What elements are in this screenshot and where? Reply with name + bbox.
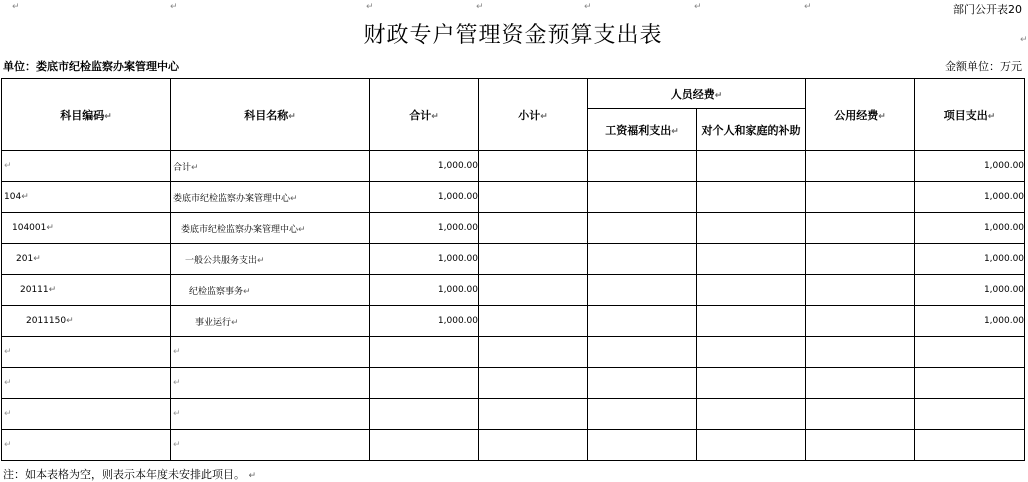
total-cell [370,368,479,399]
unit-label: 单位：娄底市纪检监察办案管理中心 [3,60,179,73]
subtotal-cell [479,368,588,399]
wages-cell [588,430,697,461]
header-name: 科目名称↵ [171,79,370,151]
name-cell: 娄底市纪检监察办案管理中心↵ [171,182,370,213]
subsidy-cell [697,399,806,430]
table-row [2,151,1025,182]
public-cell [806,399,915,430]
table-row [2,244,1025,275]
footnote: 注：如本表格为空，则表示本年度未安排此项目。 ↵ [3,468,257,481]
total-cell: 1,000.00 [370,275,479,306]
subsidy-cell [697,244,806,275]
wages-cell [588,213,697,244]
wages-cell [588,151,697,182]
subtotal-cell [479,399,588,430]
project-cell: 1,000.00 [915,244,1025,275]
subtotal-cell [479,306,588,337]
code-cell: 201↵ [2,244,171,275]
paragraph-mark: ↵ [1020,35,1028,45]
paragraph-mark: ↵ [804,2,812,12]
header-subsidy: 对个人和家庭的补助 [697,109,806,151]
total-cell: 1,000.00 [370,182,479,213]
project-cell [915,430,1025,461]
code-cell: ↵ [2,368,171,399]
header-code: 科目编码↵ [2,79,171,151]
header-public: 公用经费↵ [806,79,915,151]
code-cell: ↵ [2,399,171,430]
total-cell: 1,000.00 [370,213,479,244]
subsidy-cell [697,430,806,461]
wages-cell [588,399,697,430]
header-total: 合计↵ [370,79,479,151]
subtotal-cell [479,151,588,182]
name-cell: 纪检监察事务↵ [171,275,370,306]
report-number: 部门公开表20 [953,3,1022,16]
name-cell: ↵ [171,337,370,368]
project-cell [915,337,1025,368]
subsidy-cell [697,368,806,399]
public-cell [806,368,915,399]
table-row [2,213,1025,244]
subsidy-cell [697,306,806,337]
subtotal-cell [479,244,588,275]
wages-cell [588,244,697,275]
wages-cell [588,306,697,337]
code-cell: 2011150↵ [2,306,171,337]
subtotal-cell [479,337,588,368]
amount-unit-label: 金额单位：万元 [945,60,1022,73]
total-cell [370,399,479,430]
project-cell [915,368,1025,399]
name-cell: 合计↵ [171,151,370,182]
total-cell [370,337,479,368]
subsidy-cell [697,213,806,244]
wages-cell [588,182,697,213]
paragraph-mark: ↵ [170,2,178,12]
code-cell: ↵ [2,151,171,182]
subtotal-cell [479,275,588,306]
public-cell [806,430,915,461]
name-cell: ↵ [171,368,370,399]
table-row [2,399,1025,430]
subsidy-cell [697,275,806,306]
wages-cell [588,275,697,306]
code-cell: 104↵ [2,182,171,213]
public-cell [806,244,915,275]
project-cell: 1,000.00 [915,275,1025,306]
code-cell: 20111↵ [2,275,171,306]
table-row [2,306,1025,337]
table-row [2,430,1025,461]
code-cell: ↵ [2,430,171,461]
project-cell: 1,000.00 [915,182,1025,213]
total-cell: 1,000.00 [370,151,479,182]
name-cell: 一般公共服务支出↵ [171,244,370,275]
project-cell: 1,000.00 [915,213,1025,244]
wages-cell [588,337,697,368]
public-cell [806,213,915,244]
name-cell: 娄底市纪检监察办案管理中心↵ [171,213,370,244]
paragraph-mark: ↵ [12,2,20,12]
total-cell [370,430,479,461]
header-personnel: 人员经费↵ [588,79,806,109]
table-row [2,182,1025,213]
code-cell: ↵ [2,337,171,368]
table-row [2,337,1025,368]
public-cell [806,337,915,368]
name-cell: ↵ [171,430,370,461]
public-cell [806,306,915,337]
paragraph-mark: ↵ [694,2,702,12]
subsidy-cell [697,182,806,213]
paragraph-mark: ↵ [584,2,592,12]
budget-table [1,78,1025,461]
total-cell: 1,000.00 [370,306,479,337]
subtotal-cell [479,182,588,213]
name-cell: ↵ [171,399,370,430]
public-cell [806,151,915,182]
total-cell: 1,000.00 [370,244,479,275]
project-cell: 1,000.00 [915,151,1025,182]
public-cell [806,275,915,306]
code-cell: 104001↵ [2,213,171,244]
table-row [2,275,1025,306]
wages-cell [588,368,697,399]
header-project: 项目支出↵ [915,79,1025,151]
subsidy-cell [697,151,806,182]
table-row [2,368,1025,399]
header-subtotal: 小计↵ [479,79,588,151]
project-cell [915,399,1025,430]
page-title: 财政专户管理资金预算支出表 [363,23,663,48]
subtotal-cell [479,430,588,461]
header-wages: 工资福利支出↵ [588,109,697,151]
public-cell [806,182,915,213]
paragraph-mark: ↵ [366,2,374,12]
project-cell: 1,000.00 [915,306,1025,337]
name-cell: 事业运行↵ [171,306,370,337]
paragraph-mark: ↵ [476,2,484,12]
subtotal-cell [479,213,588,244]
subsidy-cell [697,337,806,368]
